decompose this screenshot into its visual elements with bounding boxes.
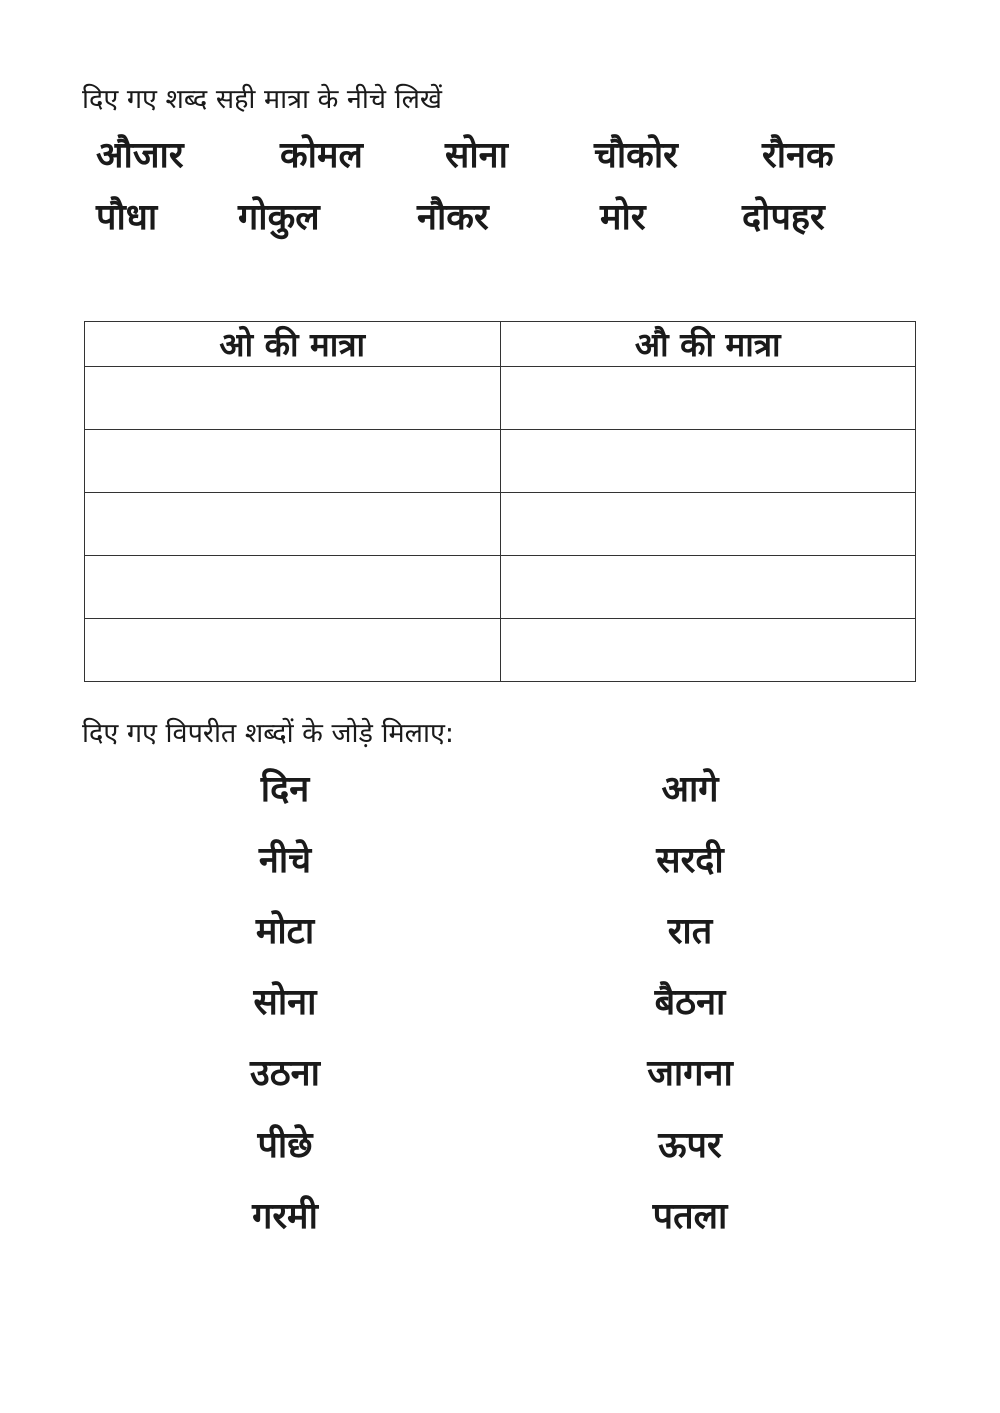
left-word[interactable]: गरमी [252,1196,318,1237]
word-bank-item: दोपहर [742,197,825,238]
answer-cell[interactable] [85,430,501,493]
word-bank-item: पौधा [96,197,158,238]
table-header-row [85,322,916,367]
word-bank-item: मोर [600,197,646,238]
table-row [85,493,916,556]
word-bank-item: चौकोर [594,135,678,176]
left-word[interactable]: नीचे [258,840,312,881]
left-word[interactable]: उठना [250,1053,320,1094]
right-word[interactable]: रात [667,911,713,952]
header-au-matra: औ की मात्रा [500,322,916,367]
table-row [85,430,916,493]
instruction-sort-words: दिए गए शब्द सही मात्रा के नीचे लिखें [82,84,443,115]
word-bank-item: गोकुल [238,197,320,238]
right-word[interactable]: जागना [647,1053,733,1094]
left-word[interactable]: सोना [253,982,317,1023]
right-word[interactable]: आगे [661,769,719,810]
answer-cell[interactable] [500,619,916,682]
left-word[interactable]: पीछे [257,1125,313,1166]
answer-cell[interactable] [85,493,501,556]
answer-cell[interactable] [500,430,916,493]
right-word[interactable]: पतला [652,1196,728,1237]
answer-cell[interactable] [85,367,501,430]
word-bank-item: सोना [445,135,508,176]
right-word[interactable]: सरदी [656,840,724,881]
left-word[interactable]: दिन [260,769,310,810]
word-bank-item: नौकर [417,197,489,238]
matra-sorting-table [84,321,916,682]
word-bank-item: रौनक [762,135,834,176]
table-row [85,367,916,430]
right-word[interactable]: बैठना [654,982,726,1023]
left-word[interactable]: मोटा [255,911,315,952]
table-row [85,556,916,619]
header-o-matra: ओ की मात्रा [85,322,501,367]
table-row [85,619,916,682]
answer-cell[interactable] [85,619,501,682]
word-bank-item: कोमल [280,135,363,176]
answer-cell[interactable] [500,367,916,430]
right-word[interactable]: ऊपर [658,1125,722,1166]
word-bank-item: औजार [96,135,184,176]
answer-cell[interactable] [500,556,916,619]
instruction-match-opposites: दिए गए विपरीत शब्दों के जोड़े मिलाए: [82,718,455,749]
answer-cell[interactable] [500,493,916,556]
answer-cell[interactable] [85,556,501,619]
